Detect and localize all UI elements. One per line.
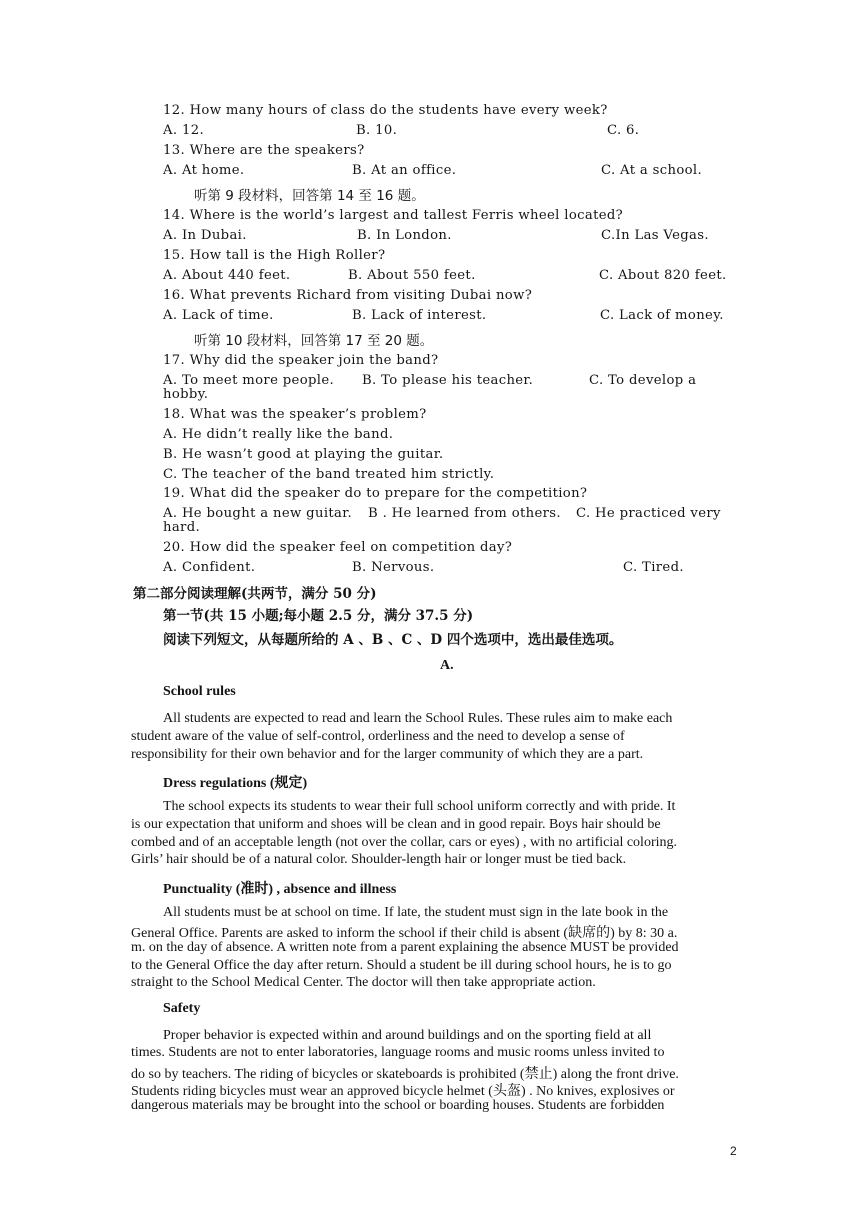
option-c: C.In Las Vegas. — [601, 228, 709, 243]
option-a: A. About 440 feet. — [163, 268, 291, 283]
heading-punctuality: Punctuality (准时) , absence and illness — [163, 882, 397, 897]
paragraph-line: combed and of an acceptable length (not over the collar, cars or eyes) , with no artificial coloring. — [131, 835, 677, 850]
option-c: C. At a school. — [601, 163, 703, 178]
heading-school-rules: School rules — [163, 684, 236, 699]
paragraph-line: responsibility for their own behavior and for the larger community of which they are a part. — [131, 747, 644, 762]
question-16: 16. What prevents Richard from visiting Dubai now? — [163, 288, 533, 303]
option-c: C. 6. — [607, 123, 640, 138]
question-17: 17. Why did the speaker join the band? — [163, 353, 439, 368]
option-b: B. He wasn’t good at playing the guitar. — [163, 447, 444, 462]
option-c: C. Lack of money. — [600, 308, 724, 323]
paragraph-line: m. on the day of absence. A written note from a parent explaining the absence MUST be provided — [131, 940, 679, 955]
part-title: 第二部分阅读理解(共两节，满分 50 分) — [133, 586, 377, 602]
listening-instruction-9: 听第 9 段材料，回答第 14 至 16 题。 — [194, 188, 425, 204]
option-b: B . He learned from others. — [368, 506, 561, 521]
option-a: A. To meet more people. — [163, 373, 335, 388]
question-12: 12. How many hours of class do the students have every week? — [163, 103, 608, 118]
passage-label: A. — [440, 658, 454, 673]
paragraph-line: times. Students are not to enter laboratories, language rooms and music rooms unless invited to — [131, 1045, 665, 1060]
question-15: 15. How tall is the High Roller? — [163, 248, 386, 263]
option-a: A. In Dubai. — [163, 228, 247, 243]
listening-instruction-10: 听第 10 段材料，回答第 17 至 20 题。 — [194, 333, 434, 349]
heading-safety: Safety — [163, 1001, 201, 1016]
option-b: B. 10. — [356, 123, 398, 138]
option-a: A. 12. — [163, 123, 204, 138]
option-a: A. Confident. — [163, 560, 256, 575]
paragraph-line: Students riding bicycles must wear an approved bicycle helmet (头盔) . No knives, explosives or — [131, 1084, 675, 1099]
paragraph-line: All students must be at school on time. If late, the student must sign in the late book in the — [163, 905, 669, 920]
option-b: B. To please his teacher. — [362, 373, 534, 388]
option-b: B. In London. — [357, 228, 452, 243]
option-b: B. Nervous. — [352, 560, 435, 575]
paragraph-line: Proper behavior is expected within and around buildings and on the sporting field at all — [163, 1028, 652, 1043]
paragraph-line: student aware of the value of self-control, orderliness and the need to develop a sense of — [131, 729, 625, 744]
option-c: C. Tired. — [623, 560, 684, 575]
option-b: B. About 550 feet. — [348, 268, 476, 283]
option-c: C. To develop a — [589, 373, 697, 388]
question-18: 18. What was the speaker’s problem? — [163, 407, 427, 422]
heading-dress-regulations: Dress regulations (规定) — [163, 776, 308, 791]
section-title: 第一节(共 15 小题;每小题 2.5 分，满分 37.5 分) — [163, 608, 474, 624]
option-a: A. Lack of time. — [163, 308, 274, 323]
option-b: B. Lack of interest. — [352, 308, 487, 323]
question-13: 13. Where are the speakers? — [163, 143, 365, 158]
option-c-continued: hard. — [163, 520, 201, 535]
paragraph-line: straight to the School Medical Center. The doctor will then take appropriate action. — [131, 975, 596, 990]
paragraph-line: do so by teachers. The riding of bicycles or skateboards is prohibited (禁止) along the front drive. — [131, 1067, 679, 1082]
question-14: 14. Where is the world’s largest and tallest Ferris wheel located? — [163, 208, 624, 223]
option-a: A. He bought a new guitar. — [163, 506, 352, 521]
paragraph-line: Girls’ hair should be of a natural color. Shoulder-length hair or longer must be tied back. — [131, 852, 627, 867]
option-c: C. The teacher of the band treated him strictly. — [163, 467, 495, 482]
paragraph-line: dangerous materials may be brought into the school or boarding houses. Students are forbidden — [131, 1098, 665, 1113]
paragraph-line: is our expectation that uniform and shoes will be clean and in good repair. Boys hair should be — [131, 817, 661, 832]
option-c: C. About 820 feet. — [599, 268, 727, 283]
paragraph-line: to the General Office the day after return. Should a student be ill during school hours, he is to go — [131, 958, 672, 973]
option-c-continued: hobby. — [163, 387, 209, 402]
option-c: C. He practiced very — [576, 506, 721, 521]
option-b: B. At an office. — [352, 163, 457, 178]
page-number: 2 — [730, 1144, 737, 1158]
paragraph-line: All students are expected to read and learn the School Rules. These rules aim to make each — [163, 711, 673, 726]
question-19: 19. What did the speaker do to prepare for the competition? — [163, 486, 588, 501]
option-a: A. He didn’t really like the band. — [163, 427, 394, 442]
reading-instruction: 阅读下列短文，从每题所给的 A 、B 、C 、D 四个选项中，选出最佳选项。 — [163, 632, 623, 648]
question-20: 20. How did the speaker feel on competition day? — [163, 540, 513, 555]
option-a: A. At home. — [163, 163, 245, 178]
paragraph-line: General Office. Parents are asked to inform the school if their child is absent (缺席的) by 8: 30 a. — [131, 926, 678, 941]
paragraph-line: The school expects its students to wear their full school uniform correctly and with pride. It — [163, 799, 676, 814]
